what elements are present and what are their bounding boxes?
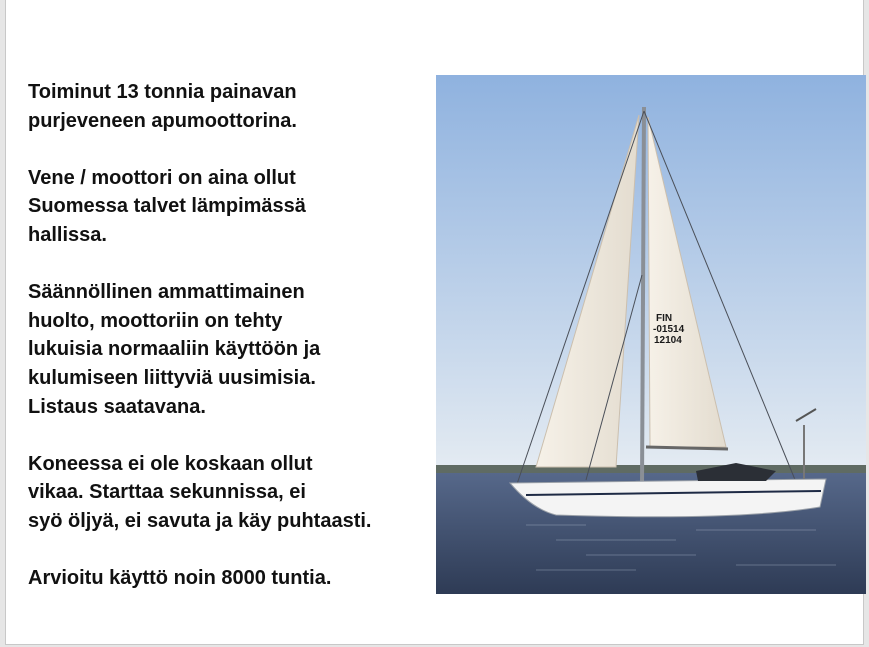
- boom: [646, 447, 728, 449]
- mast: [642, 107, 644, 487]
- hull: [510, 479, 826, 517]
- svg-text:-01514: -01514: [653, 324, 685, 335]
- paragraph-3: Säännöllinen ammattimainen huolto, moottoriin on tehty lukuisia normaaliin käyttöön ja kulumiseen liittyviä uusimisia. Listaus saatavana.: [28, 281, 321, 418]
- paragraph-5: Arvioitu käyttö noin 8000 tuntia.: [28, 567, 332, 590]
- paragraph-2: Vene / moottori on aina ollut Suomessa talvet lämpimässä hallissa.: [28, 166, 306, 246]
- text-block: [28, 78, 428, 621]
- svg-text:12104: 12104: [654, 335, 682, 346]
- svg-text:FIN: FIN: [656, 313, 673, 324]
- paragraph-4: Koneessa ei ole koskaan ollut vikaa. Starttaa sekunnissa, ei syö öljyä, ei savuta ja käy puhtaasti.: [28, 452, 372, 532]
- sailboat-image: [436, 75, 866, 594]
- paragraph-1: Toiminut 13 tonnia painavan purjeveneen apumoottorina.: [28, 81, 297, 132]
- shoreline: [436, 465, 866, 473]
- slide: [5, 0, 864, 645]
- sailboat-photo: [436, 75, 866, 594]
